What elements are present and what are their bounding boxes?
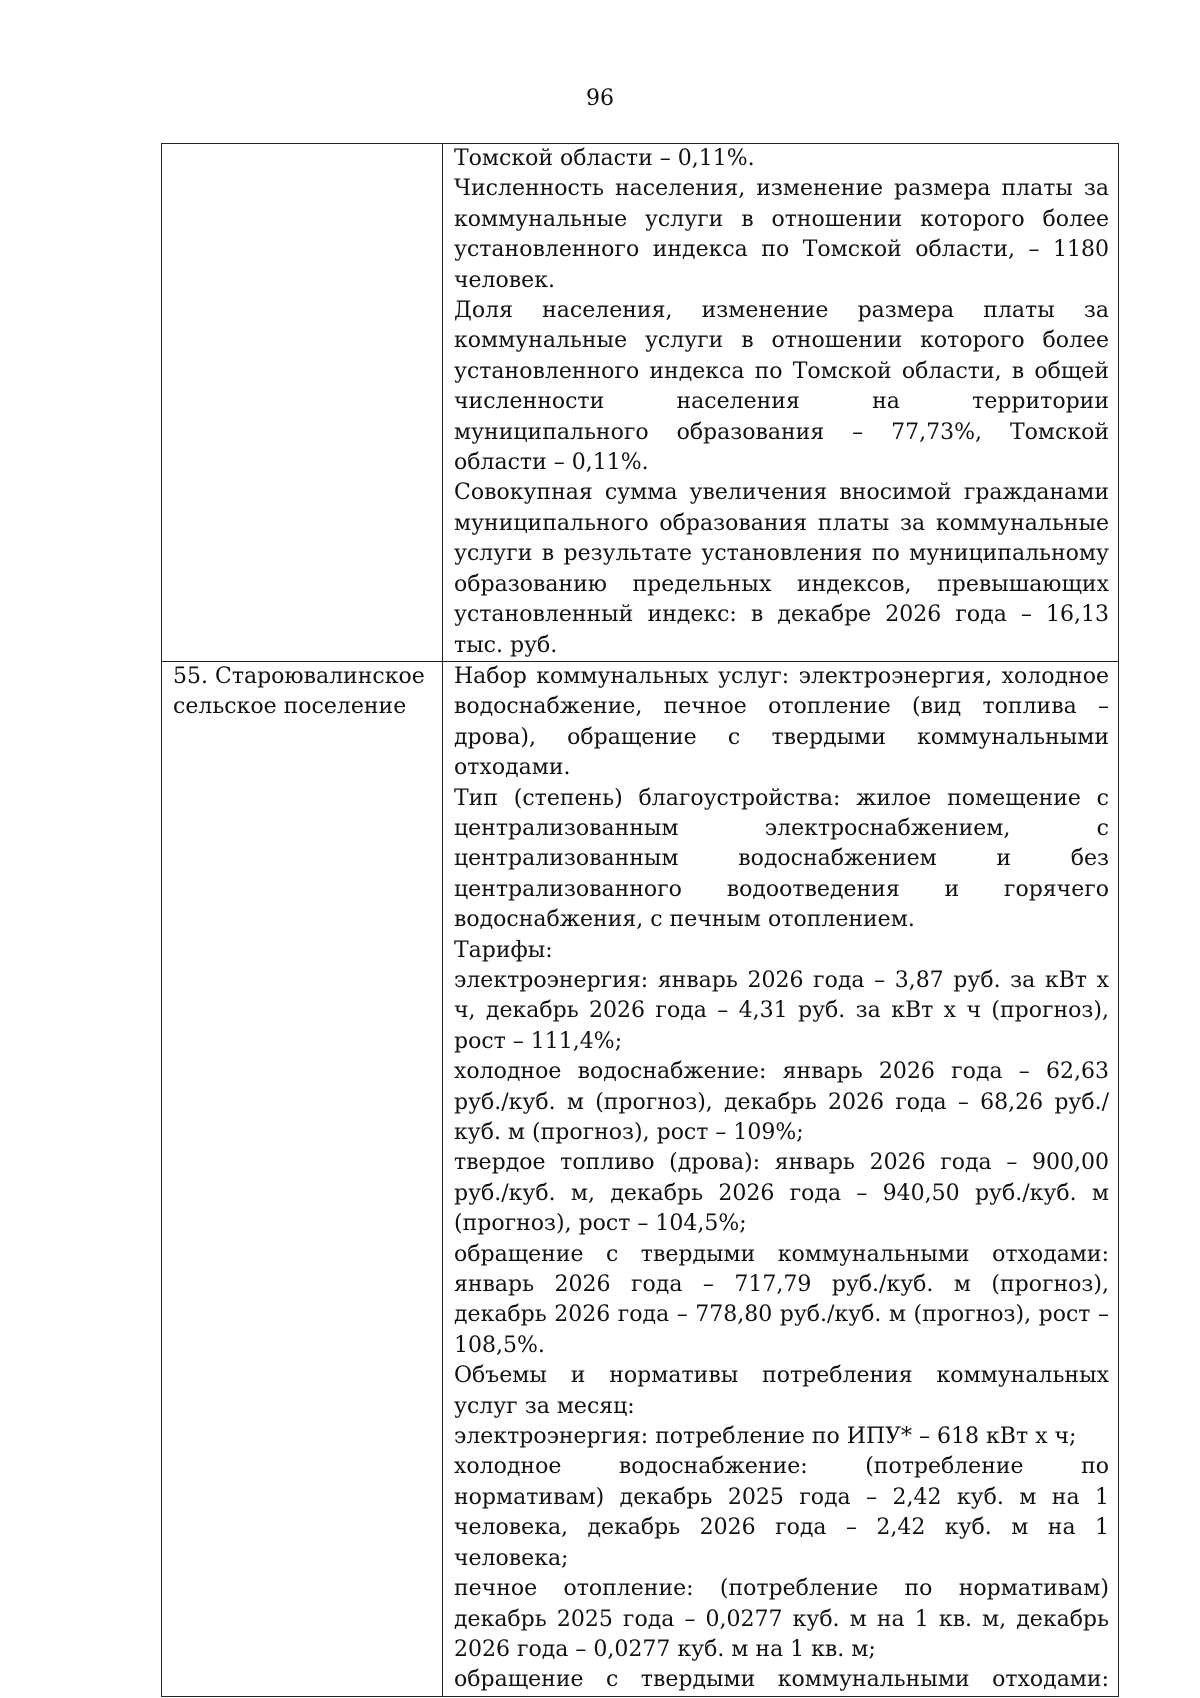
paragraph: Численность населения, изменение размера платы за коммунальные услуги в отношении которого более установленного индекса по Томской области, – 1180 человек.	[454, 176, 1109, 293]
paragraph: обращение с твердыми коммунальными отходами: январь 2026 года – 717,79 руб./куб. м (прогноз), декабрь 2026 года – 778,80 руб./куб. м (прогноз), рост – 108,5%.	[454, 1241, 1109, 1358]
paragraph: Тарифы:	[454, 937, 553, 963]
description-cell	[443, 661, 1119, 1696]
municipality-cell: 55. Староювалинское сельское поселение	[162, 661, 443, 1696]
paragraph: Набор коммунальных услуг: электроэнергия, холодное водоснабжение, печное отопление (вид топлива – дрова), обращение с твердыми коммунальными отходами.	[454, 663, 1109, 781]
description-cell	[443, 144, 1119, 662]
paragraph: электроэнергия: январь 2026 года – 3,87 руб. за кВт х ч, декабрь 2026 года – 4,31 руб. за кВт х ч (прогноз), рост – 111,4%;	[454, 967, 1109, 1054]
paragraph: обращение с твердыми коммунальными отходами:	[454, 1667, 1109, 1693]
paragraph: Совокупная сумма увеличения вносимой гражданами муниципального образования платы за коммунальные услуги в результате установления по муниципальному образованию предельных индексов, превышающих установленный индекс: в декабре 2026 года – 16,13 тыс. руб.	[454, 480, 1109, 658]
paragraph: твердое топливо (дрова): январь 2026 года – 900,00 руб./куб. м, декабрь 2026 года – 940,50 руб./куб. м (прогноз), рост – 104,5%;	[454, 1150, 1109, 1237]
paragraph: Тип (степень) благоустройства: жилое помещение с централизованным электроснабжением, с централизованным водоснабжением и без централизованного водоотведения и горячего водоснабжения, с печным отоплением.	[454, 785, 1109, 933]
paragraph: холодное водоснабжение: (потребление по нормативам) декабрь 2025 года – 2,42 куб. м на 1 человека, декабрь 2026 года – 2,42 куб. м на 1 человека;	[454, 1454, 1109, 1571]
municipality-cell	[162, 144, 443, 662]
table-row	[162, 661, 1119, 1696]
paragraph: Доля населения, изменение размера платы за коммунальные услуги в отношении которого более установленного индекса по Томской области, в общей численности населения на территории муниципального образования – 77,73%, Томской области – 0,11%.	[454, 298, 1109, 476]
paragraph: Томской области – 0,11%.	[454, 146, 755, 171]
table-row	[162, 144, 1119, 662]
paragraph: электроэнергия: потребление по ИПУ* – 618 кВт х ч;	[454, 1424, 1077, 1450]
paragraph: печное отопление: (потребление по нормативам) декабрь 2025 года – 0,0277 куб. м на 1 кв. м, декабрь 2026 года – 0,0277 куб. м на 1 кв. м;	[454, 1576, 1109, 1662]
paragraph: Объемы и нормативы потребления коммунальных услуг за месяц:	[454, 1363, 1109, 1419]
page-number: 96	[586, 86, 614, 111]
paragraph: холодное водоснабжение: январь 2026 года – 62,63 руб./куб. м (прогноз), декабрь 2026 года – 68,26 руб./куб. м (прогноз), рост – 109%;	[454, 1059, 1109, 1145]
municipal-tariff-table	[161, 143, 1119, 1697]
